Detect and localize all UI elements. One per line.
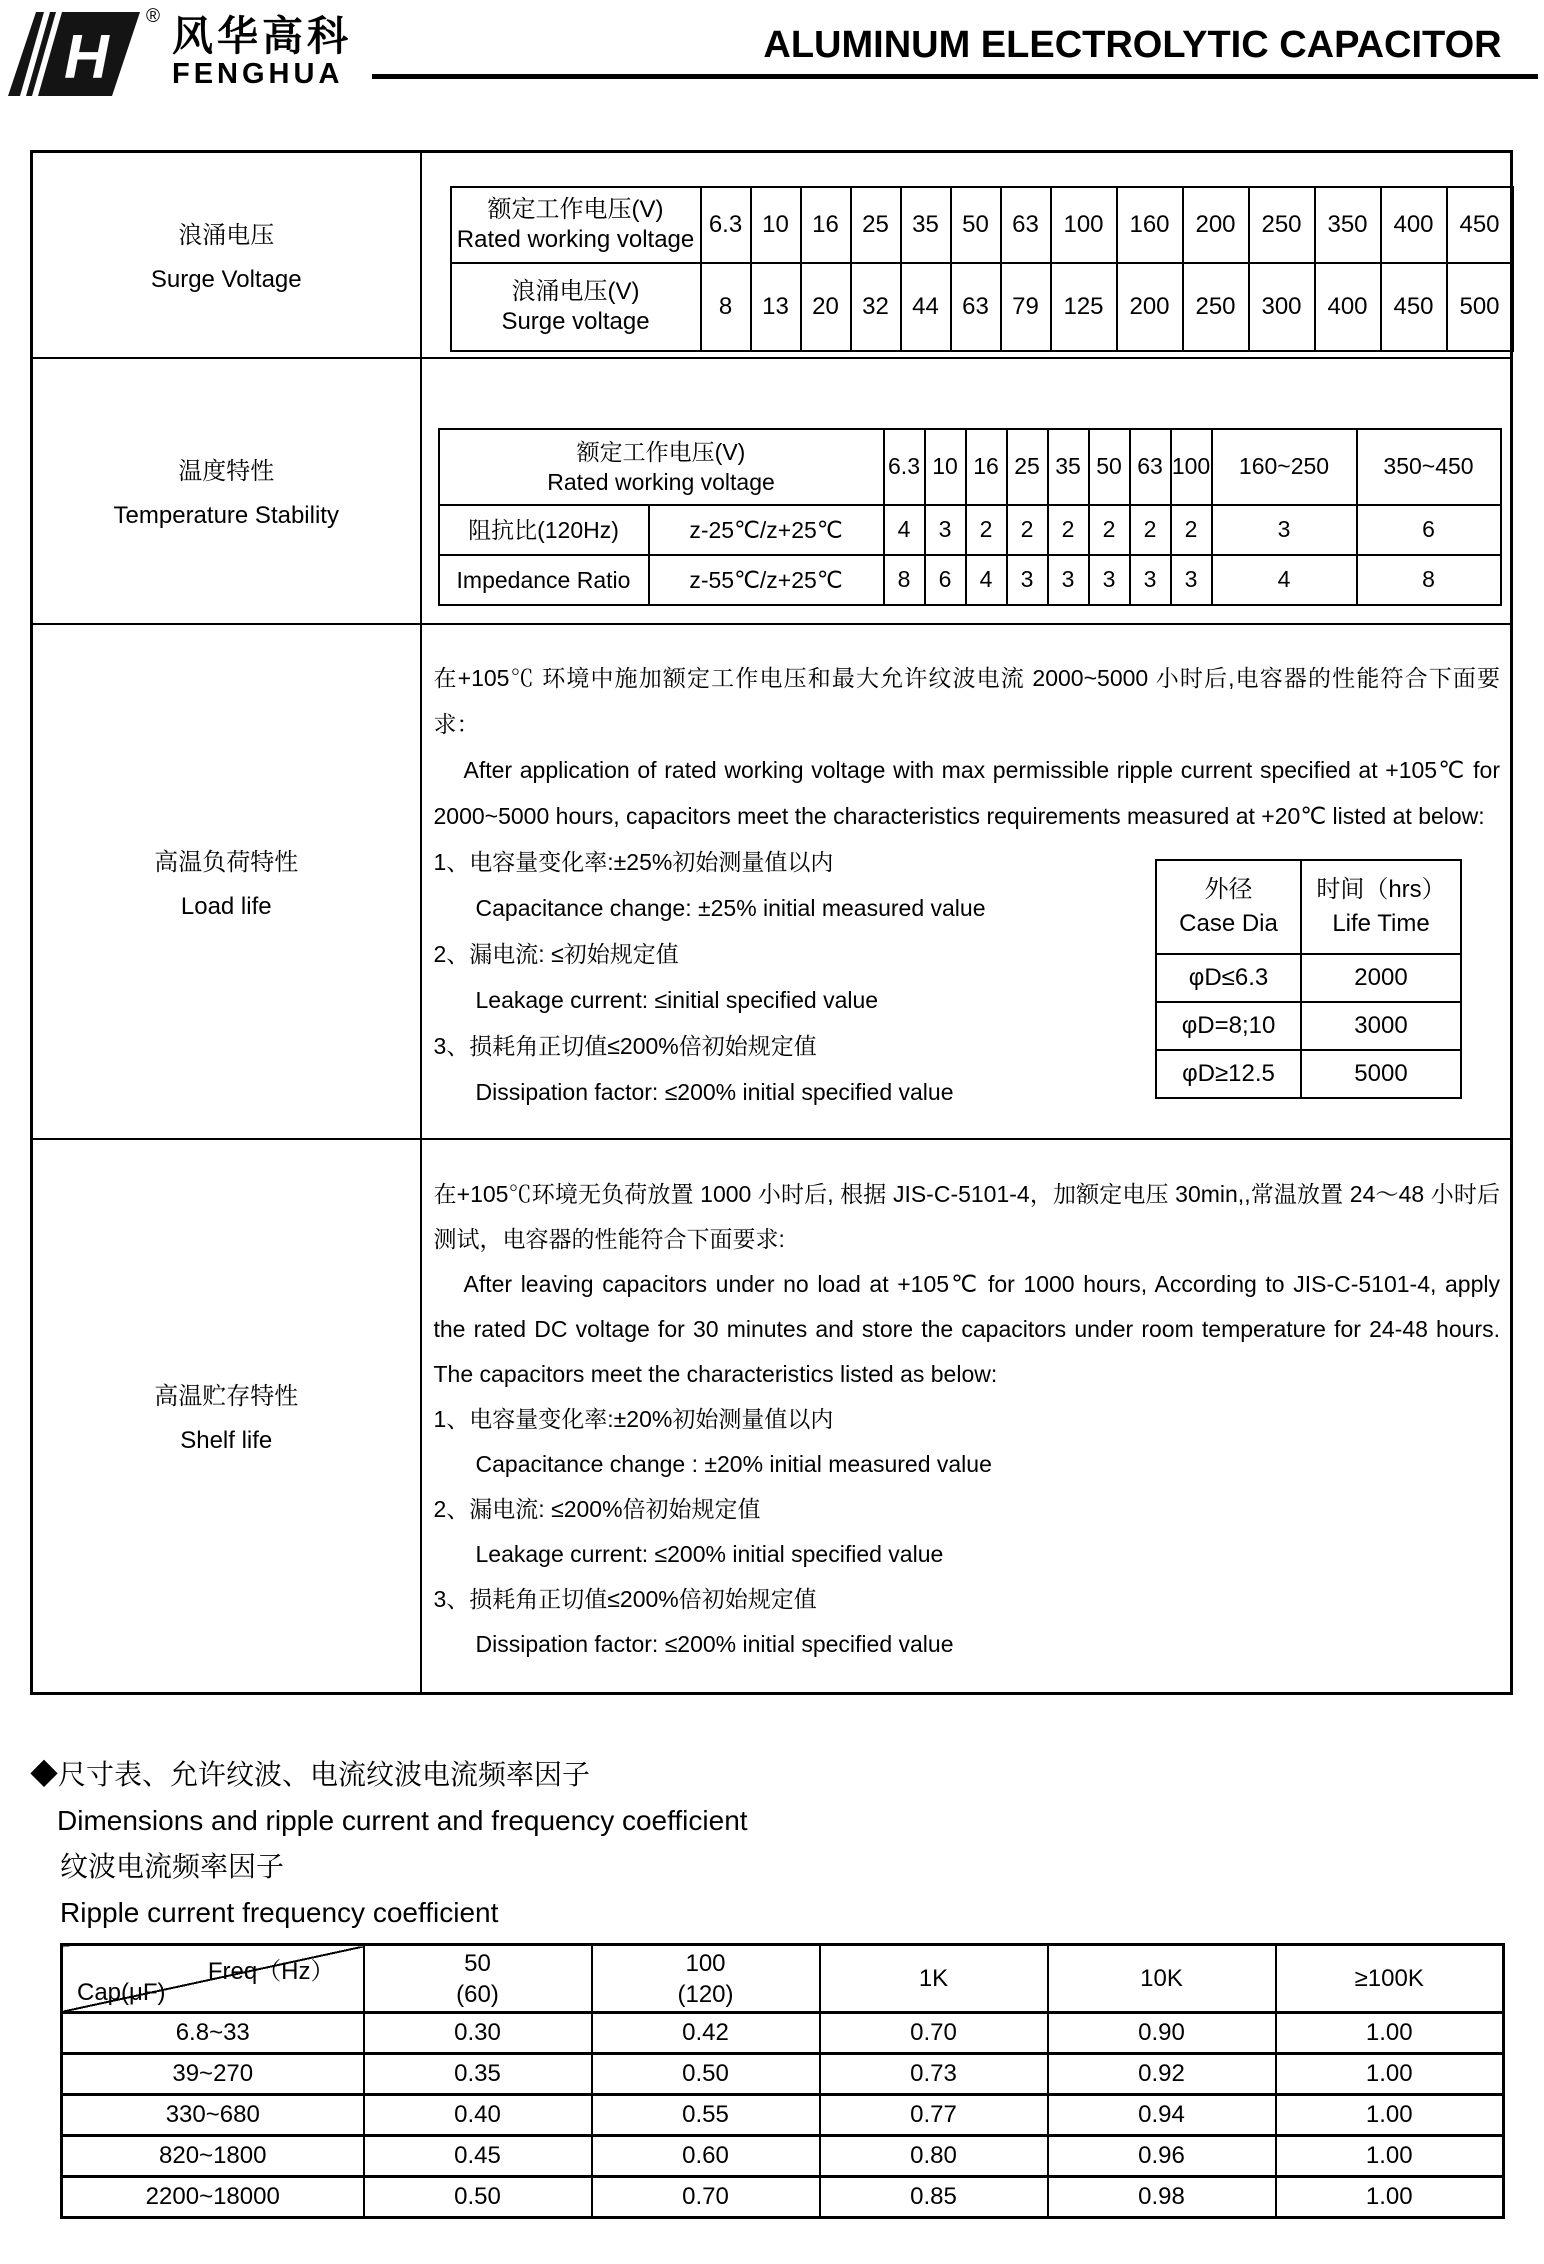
table-cell: 100 bbox=[1171, 429, 1212, 505]
section-heading-cn bbox=[30, 1752, 748, 1798]
coefficient-cell: 0.90 bbox=[1048, 2013, 1276, 2054]
coefficient-cell: 0.85 bbox=[820, 2177, 1048, 2218]
list-item bbox=[434, 839, 1144, 931]
table-cell: 3 bbox=[925, 505, 966, 555]
temperature-content-cell bbox=[421, 358, 1512, 624]
list-item-en: Leakage current: ≤200% initial specified value bbox=[475, 1541, 944, 1568]
page-header bbox=[0, 0, 1544, 110]
table-cell: 25 bbox=[851, 187, 901, 263]
list-item-en: Dissipation factor: ≤200% initial specified value bbox=[475, 1079, 954, 1105]
impedance-condition-1: z-25℃/z+25℃ bbox=[649, 505, 884, 555]
coefficient-cell: 1.00 bbox=[1276, 2095, 1504, 2136]
table-cell: 5000 bbox=[1301, 1050, 1461, 1098]
list-item-en: Capacitance change : ±20% initial measured value bbox=[475, 1451, 992, 1478]
section-heading-en: Dimensions and ripple current and frequency coefficient bbox=[57, 1805, 748, 1836]
coefficient-cell: 1.00 bbox=[1276, 2013, 1504, 2054]
temperature-table bbox=[438, 428, 1502, 606]
coefficient-cell: 0.45 bbox=[364, 2136, 592, 2177]
table-cell: 2 bbox=[1048, 505, 1089, 555]
fenghua-logo-icon bbox=[8, 12, 140, 101]
surge-rated-label bbox=[451, 187, 701, 263]
coefficient-cell: 0.92 bbox=[1048, 2054, 1276, 2095]
table-cell: 300 bbox=[1249, 263, 1315, 351]
table-cell: 4 bbox=[966, 555, 1007, 605]
table-cell: 16 bbox=[966, 429, 1007, 505]
impedance-condition-2: z-55℃/z+25℃ bbox=[649, 555, 884, 605]
table-cell: 20 bbox=[801, 263, 851, 351]
ripple-section-headings bbox=[30, 1752, 748, 1936]
ripple-frequency-table bbox=[60, 1943, 1505, 2219]
load-life-paragraph-cn: 在+105℃ 环境中施加额定工作电压和最大允许纹波电流 2000~5000 小时后,电容器的性能符合下面要求： bbox=[433, 665, 1500, 737]
list-item-cn: 3、损耗角正切值≤200%倍初始规定值 bbox=[433, 1586, 817, 1613]
table-cell: 35 bbox=[1048, 429, 1089, 505]
row-label-cn: 高温负荷特性 bbox=[154, 848, 299, 876]
cap-range-cell: 330~680 bbox=[62, 2095, 364, 2136]
table-row bbox=[1156, 954, 1461, 1002]
table-row bbox=[1156, 1050, 1461, 1098]
list-item-cn: 2、漏电流: ≤200%倍初始规定值 bbox=[433, 1496, 761, 1523]
life-table-header-row bbox=[1156, 860, 1461, 954]
freq-column-header bbox=[1048, 1945, 1276, 2013]
table-cell: φD≤6.3 bbox=[1156, 954, 1301, 1002]
freq-column-header bbox=[1276, 1945, 1504, 2013]
coefficient-cell: 0.50 bbox=[364, 2177, 592, 2218]
coefficient-cell: 1.00 bbox=[1276, 2177, 1504, 2218]
shelf-life-paragraph-cn: 在+105℃环境无负荷放置 1000 小时后, 根据 JIS-C-5101-4，加额定电压 30min,,常温放置 24～48 小时后测试，电容器的性能符合下面要求: bbox=[433, 1181, 1500, 1253]
cap-range-cell: 6.8~33 bbox=[62, 2013, 364, 2054]
table-cell: 2 bbox=[966, 505, 1007, 555]
freq-axis-label: Freq（Hz） bbox=[207, 1958, 335, 1985]
row-label-en: Shelf life bbox=[180, 1427, 273, 1455]
table-row bbox=[62, 2054, 1504, 2095]
surge-rated-row bbox=[451, 187, 1513, 263]
coefficient-cell: 1.00 bbox=[1276, 2054, 1504, 2095]
table-cell: 3 bbox=[1007, 555, 1048, 605]
coefficient-cell: 0.55 bbox=[592, 2095, 820, 2136]
table-cell: 250 bbox=[1183, 263, 1249, 351]
table-cell: 500 bbox=[1447, 263, 1513, 351]
shelf-life-paragraph-en: After leaving capacitors under no load at +105℃ for 1000 hours, According to JIS-C-5101-4, apply the rated DC voltage for 30 minutes and store the capacitors under room temperature for 24-48 hours. The capacitors meet the characteristics listed as below: bbox=[433, 1271, 1500, 1388]
shelf-life-content-cell bbox=[421, 1139, 1512, 1694]
spec-table bbox=[30, 150, 1513, 1695]
load-life-content-cell bbox=[421, 624, 1512, 1139]
load-life-paragraph-en: After application of rated working voltage with max permissible ripple current specified at +105℃ for 2000~5000 hours, capacitors meet the characteristics requirements measured at +20℃ listed at below: bbox=[433, 757, 1500, 829]
list-item bbox=[434, 1487, 1501, 1577]
spec-row-shelf-life bbox=[32, 1139, 1512, 1694]
table-cell: 3 bbox=[1089, 555, 1130, 605]
table-cell: 63 bbox=[1001, 187, 1051, 263]
case-dia-header-cn: 外径 bbox=[1204, 875, 1253, 903]
section-heading-cn-text: 尺寸表、允许纹波、电流纹波电流频率因子 bbox=[58, 1759, 591, 1790]
list-item-en: Capacitance change: ±25% initial measured value bbox=[475, 895, 986, 921]
table-cell: 6 bbox=[1357, 505, 1501, 555]
row-label-surge-voltage bbox=[32, 152, 421, 358]
table-row bbox=[1156, 1002, 1461, 1050]
table-cell: 8 bbox=[884, 555, 925, 605]
table-cell: 3 bbox=[1212, 505, 1357, 555]
table-cell: 4 bbox=[1212, 555, 1357, 605]
table-row bbox=[62, 2095, 1504, 2136]
coefficient-cell: 0.30 bbox=[364, 2013, 592, 2054]
table-row bbox=[62, 2136, 1504, 2177]
header-rule bbox=[372, 74, 1538, 79]
freq-table-body bbox=[62, 2013, 1504, 2218]
table-cell: 63 bbox=[951, 263, 1001, 351]
table-cell: 2 bbox=[1089, 505, 1130, 555]
table-cell: 350~450 bbox=[1357, 429, 1501, 505]
cap-axis-label: Cap(μF) bbox=[77, 1979, 166, 2006]
row-label-cn: 高温贮存特性 bbox=[154, 1383, 299, 1411]
cap-range-cell: 820~1800 bbox=[62, 2136, 364, 2177]
diamond-bullet-icon: ◆ bbox=[30, 1759, 59, 1790]
table-cell: 200 bbox=[1117, 263, 1183, 351]
freq-column-line2: (60) bbox=[456, 1980, 499, 2008]
table-cell: 8 bbox=[701, 263, 751, 351]
freq-column-line1: 1K bbox=[918, 1965, 949, 1992]
list-item bbox=[434, 931, 1144, 1023]
coefficient-cell: 0.40 bbox=[364, 2095, 592, 2136]
brand-name-english: FENGHUA bbox=[172, 58, 344, 90]
coefficient-cell: 0.94 bbox=[1048, 2095, 1276, 2136]
table-cell: 16 bbox=[801, 187, 851, 263]
table-cell: 8 bbox=[1357, 555, 1501, 605]
table-row bbox=[62, 2013, 1504, 2054]
shelf-life-list bbox=[434, 1397, 1501, 1667]
registered-trademark-mark: ® bbox=[146, 6, 160, 27]
table-cell: 450 bbox=[1381, 263, 1447, 351]
table-cell: 100 bbox=[1051, 187, 1117, 263]
life-time-header-en: Life Time bbox=[1332, 909, 1430, 937]
table-cell: 2000 bbox=[1301, 954, 1461, 1002]
row-label-en: Surge Voltage bbox=[150, 266, 302, 294]
table-cell: 6.3 bbox=[884, 429, 925, 505]
temperature-header-en: Rated working voltage bbox=[547, 468, 775, 495]
temperature-header-cn: 额定工作电压(V) bbox=[576, 438, 746, 465]
table-cell: 200 bbox=[1183, 187, 1249, 263]
case-dia-header-en: Case Dia bbox=[1179, 909, 1278, 937]
coefficient-cell: 0.60 bbox=[592, 2136, 820, 2177]
table-cell: 450 bbox=[1447, 187, 1513, 263]
table-cell: 2 bbox=[1171, 505, 1212, 555]
table-cell: φD≥12.5 bbox=[1156, 1050, 1301, 1098]
table-cell: 10 bbox=[751, 187, 801, 263]
table-cell: 125 bbox=[1051, 263, 1117, 351]
temperature-header-row bbox=[439, 429, 1501, 505]
surge-voltage-table bbox=[450, 186, 1514, 352]
coefficient-cell: 0.77 bbox=[820, 2095, 1048, 2136]
table-cell: 160 bbox=[1117, 187, 1183, 263]
table-cell: 350 bbox=[1315, 187, 1381, 263]
table-cell: 13 bbox=[751, 263, 801, 351]
life-time-header bbox=[1301, 860, 1461, 954]
table-cell: 6 bbox=[925, 555, 966, 605]
list-item-en: Leakage current: ≤initial specified value bbox=[475, 987, 879, 1013]
cap-range-cell: 2200~18000 bbox=[62, 2177, 364, 2218]
cap-range-cell: 39~270 bbox=[62, 2054, 364, 2095]
freq-column-line1: 10K bbox=[1140, 1965, 1183, 1992]
table-cell: 400 bbox=[1315, 263, 1381, 351]
freq-column-line1: 50 bbox=[464, 1949, 491, 1977]
table-cell: 160~250 bbox=[1212, 429, 1357, 505]
table-cell: 79 bbox=[1001, 263, 1051, 351]
coefficient-cell: 0.50 bbox=[592, 2054, 820, 2095]
load-life-list bbox=[434, 839, 1144, 1115]
table-cell: 63 bbox=[1130, 429, 1171, 505]
coefficient-cell: 0.35 bbox=[364, 2054, 592, 2095]
coefficient-cell: 0.70 bbox=[592, 2177, 820, 2218]
section-subheading-cn: 纹波电流频率因子 bbox=[60, 1851, 285, 1882]
life-time-header-cn: 时间（hrs） bbox=[1316, 875, 1446, 903]
list-item bbox=[434, 1023, 1144, 1115]
table-cell: 44 bbox=[901, 263, 951, 351]
spec-row-surge-voltage bbox=[32, 152, 1512, 358]
case-dia-header bbox=[1156, 860, 1301, 954]
svg-text:H: H bbox=[64, 23, 109, 92]
table-cell: 3 bbox=[1171, 555, 1212, 605]
list-item-cn: 1、电容量变化率:±25%初始测量值以内 bbox=[433, 849, 834, 875]
surge-rated-label-cn: 额定工作电压(V) bbox=[487, 195, 664, 223]
list-item-en: Dissipation factor: ≤200% initial specified value bbox=[475, 1631, 954, 1658]
table-cell: 3 bbox=[1048, 555, 1089, 605]
spec-row-load-life bbox=[32, 624, 1512, 1139]
freq-column-line2: (120) bbox=[677, 1980, 734, 2008]
freq-column-header bbox=[820, 1945, 1048, 2013]
row-label-en: Load life bbox=[180, 892, 272, 920]
coefficient-cell: 0.80 bbox=[820, 2136, 1048, 2177]
table-cell: 3 bbox=[1130, 555, 1171, 605]
table-cell: 50 bbox=[1089, 429, 1130, 505]
table-cell: 35 bbox=[901, 187, 951, 263]
temperature-header-label bbox=[439, 429, 884, 505]
coefficient-cell: 1.00 bbox=[1276, 2136, 1504, 2177]
impedance-label-cn: 阻抗比(120Hz) bbox=[439, 505, 649, 555]
table-cell: 6.3 bbox=[701, 187, 751, 263]
surge-values-label bbox=[451, 263, 701, 351]
row-label-load-life bbox=[32, 624, 421, 1139]
life-table-body bbox=[1156, 954, 1461, 1098]
freq-table-header-row bbox=[62, 1945, 1504, 2013]
list-item-cn: 3、损耗角正切值≤200%倍初始规定值 bbox=[433, 1033, 817, 1059]
list-item-cn: 2、漏电流: ≤初始规定值 bbox=[433, 941, 679, 967]
coefficient-cell: 0.98 bbox=[1048, 2177, 1276, 2218]
brand-block bbox=[172, 14, 352, 90]
spec-row-temperature bbox=[32, 358, 1512, 624]
surge-values-label-en: Surge voltage bbox=[501, 307, 650, 335]
impedance-ratio-row-2 bbox=[439, 555, 1501, 605]
table-row bbox=[62, 2177, 1504, 2218]
table-cell: 2 bbox=[1130, 505, 1171, 555]
list-item bbox=[434, 1397, 1501, 1487]
load-life-time-table bbox=[1155, 859, 1462, 1099]
section-subheading-en: Ripple current frequency coefficient bbox=[60, 1897, 499, 1928]
table-cell: 4 bbox=[884, 505, 925, 555]
freq-column-line1: 100 bbox=[685, 1949, 726, 1977]
freq-column-line1: ≥100K bbox=[1354, 1965, 1424, 1992]
list-item bbox=[434, 1577, 1501, 1667]
surge-values-row bbox=[451, 263, 1513, 351]
impedance-label-en: Impedance Ratio bbox=[439, 555, 649, 605]
surge-values-label-cn: 浪涌电压(V) bbox=[511, 277, 640, 305]
row-label-shelf-life bbox=[32, 1139, 421, 1694]
freq-column-header bbox=[592, 1945, 820, 2013]
coefficient-cell: 0.96 bbox=[1048, 2136, 1276, 2177]
table-cell: 400 bbox=[1381, 187, 1447, 263]
row-label-en: Temperature Stability bbox=[113, 502, 339, 529]
row-label-temperature bbox=[32, 358, 421, 624]
row-label-cn: 温度特性 bbox=[178, 458, 275, 485]
table-cell: 3000 bbox=[1301, 1002, 1461, 1050]
table-cell: 25 bbox=[1007, 429, 1048, 505]
table-cell: φD=8;10 bbox=[1156, 1002, 1301, 1050]
coefficient-cell: 0.42 bbox=[592, 2013, 820, 2054]
table-cell: 32 bbox=[851, 263, 901, 351]
brand-name-chinese: 风华高科 bbox=[172, 13, 352, 59]
freq-cap-corner-cell bbox=[62, 1945, 364, 2013]
coefficient-cell: 0.70 bbox=[820, 2013, 1048, 2054]
surge-content-cell bbox=[421, 152, 1512, 358]
page-title: ALUMINUM ELECTROLYTIC CAPACITOR bbox=[763, 24, 1502, 66]
surge-rated-label-en: Rated working voltage bbox=[456, 225, 695, 253]
coefficient-cell: 0.73 bbox=[820, 2054, 1048, 2095]
impedance-ratio-row-1 bbox=[439, 505, 1501, 555]
table-cell: 50 bbox=[951, 187, 1001, 263]
list-item-cn: 1、电容量变化率:±20%初始测量值以内 bbox=[433, 1406, 834, 1433]
row-label-cn: 浪涌电压 bbox=[178, 222, 275, 250]
freq-column-header bbox=[364, 1945, 592, 2013]
table-cell: 2 bbox=[1007, 505, 1048, 555]
table-cell: 250 bbox=[1249, 187, 1315, 263]
table-cell: 10 bbox=[925, 429, 966, 505]
